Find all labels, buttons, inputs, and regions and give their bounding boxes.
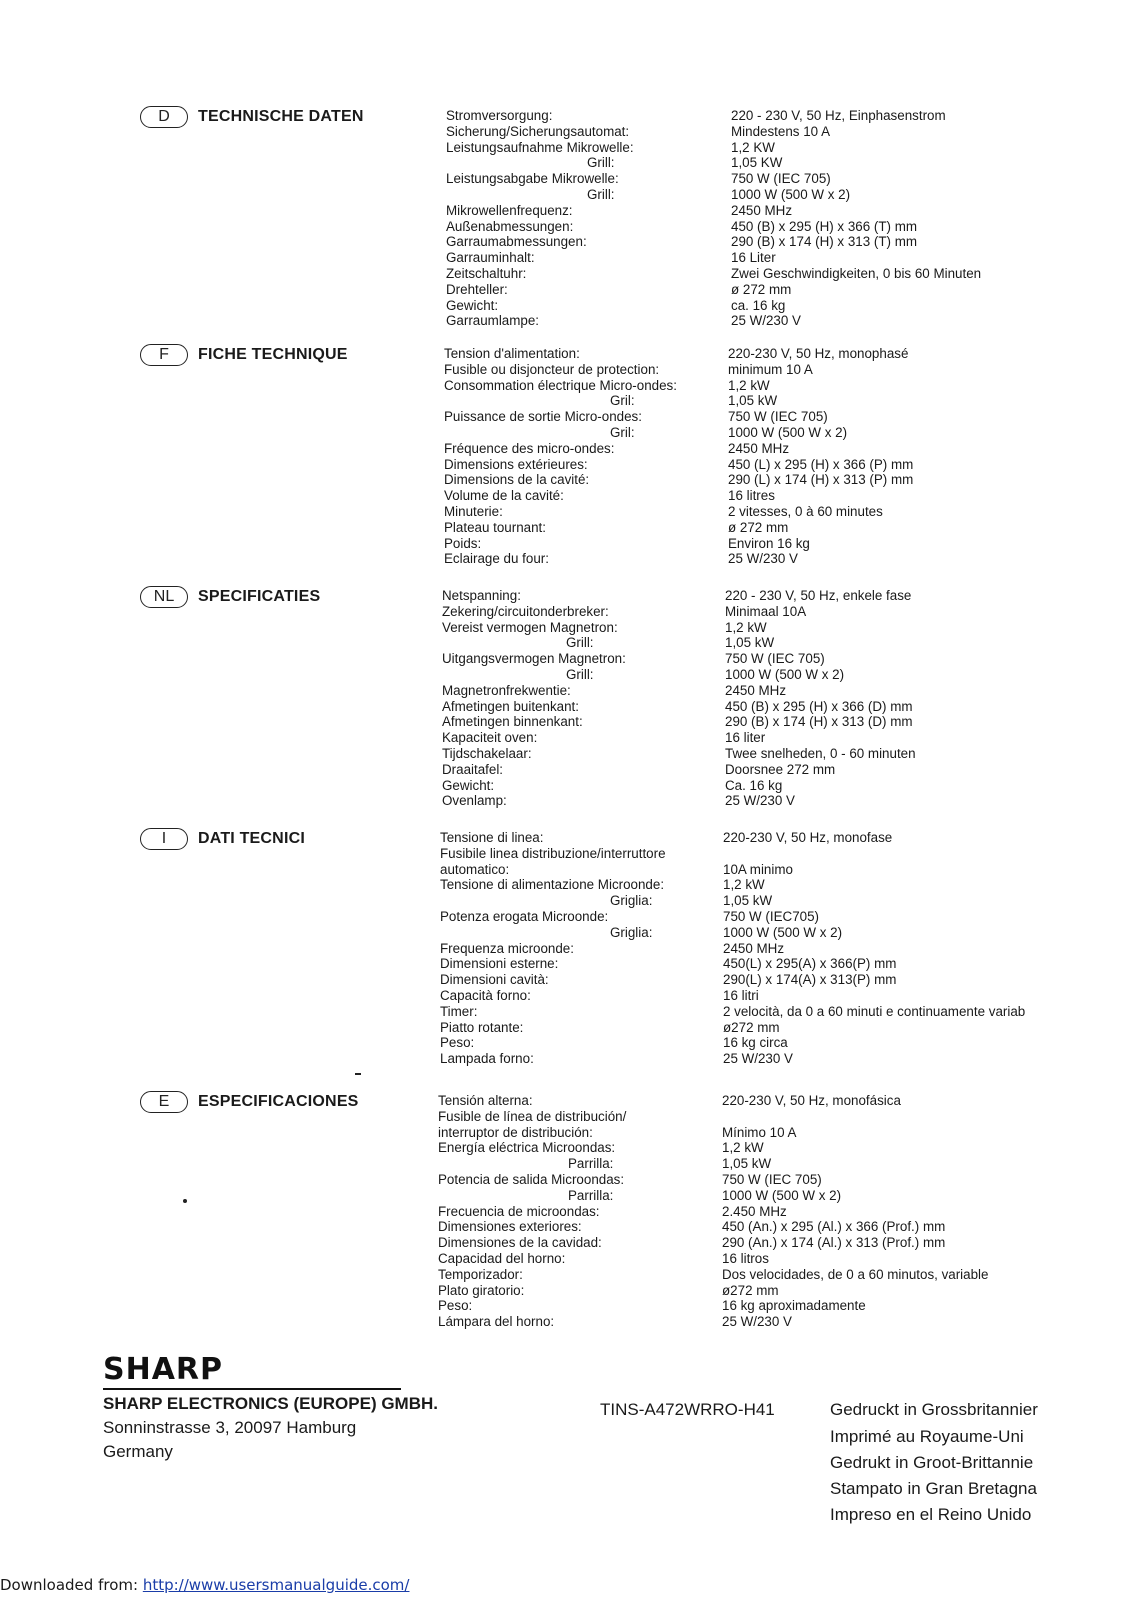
spec-value: 25 W/230 V xyxy=(722,1314,792,1330)
spec-value: 16 liter xyxy=(725,730,766,746)
sharp-logo: SHARP xyxy=(103,1352,224,1387)
spec-value: 290(L) x 174(A) x 313(P) mm xyxy=(723,972,897,988)
language-badge: F xyxy=(140,344,188,366)
spec-value: 2450 MHz xyxy=(731,202,793,218)
spec-row xyxy=(0,504,1125,520)
spec-row xyxy=(0,362,1125,378)
download-footer xyxy=(0,1576,409,1594)
spec-value: 290 (B) x 174 (H) x 313 (T) mm xyxy=(731,234,918,250)
spec-row xyxy=(0,1004,1125,1020)
spec-value: 450 (B) x 295 (H) x 366 (T) mm xyxy=(731,218,918,234)
spec-label: Fusibile linea distribuzione/interruttore xyxy=(440,845,666,861)
spec-value: 1,05 kW xyxy=(723,893,773,909)
spec-value: 16 kg circa xyxy=(723,1035,788,1051)
spec-label: Gewicht: xyxy=(442,777,495,793)
printed-in-it: Stampato in Gran Bretagna xyxy=(830,1479,1037,1498)
spec-value: Minimaal 10A xyxy=(725,603,807,619)
spec-label: automatico: xyxy=(440,861,510,877)
spec-value: 1,2 kW xyxy=(725,619,767,635)
spec-label: Poids: xyxy=(444,535,482,551)
spec-row xyxy=(0,1298,1125,1314)
spec-row xyxy=(0,298,1125,314)
spec-row xyxy=(0,988,1125,1004)
spec-row xyxy=(0,346,1125,362)
spec-row xyxy=(0,941,1125,957)
spec-value: 2 velocità, da 0 a 60 minuti e continuamente variab xyxy=(723,1003,1026,1019)
spec-row xyxy=(0,746,1125,762)
spec-label: Capacidad del horno: xyxy=(438,1250,566,1266)
spec-row xyxy=(0,793,1125,809)
spec-label: Leistungsaufnahme Mikrowelle: xyxy=(446,139,634,155)
spec-value: ca. 16 kg xyxy=(731,297,786,313)
spec-value: 450 (L) x 295 (H) x 366 (P) mm xyxy=(728,456,914,472)
spec-label: Grill: xyxy=(566,635,594,651)
spec-value: 750 W (IEC 705) xyxy=(725,651,825,667)
spec-row xyxy=(0,378,1125,394)
spec-row xyxy=(0,1283,1125,1299)
spec-row xyxy=(0,520,1125,536)
spec-label: Tensione di linea: xyxy=(440,830,544,845)
spec-value: 1,05 kW xyxy=(722,1156,772,1172)
spec-label: Zekering/circuitonderbreker: xyxy=(442,603,609,619)
spec-label: Fréquence des micro-ondes: xyxy=(444,440,615,456)
spec-value: Twee snelheden, 0 - 60 minuten xyxy=(725,745,916,761)
spec-row xyxy=(0,187,1125,203)
spec-value: 1,05 kW xyxy=(728,393,778,409)
spec-row xyxy=(0,266,1125,282)
spec-value: 750 W (IEC 705) xyxy=(731,171,831,187)
section-title: TECHNISCHE DATEN xyxy=(198,108,364,125)
spec-label: Netspanning: xyxy=(442,588,521,603)
spec-value: 1000 W (500 W x 2) xyxy=(725,666,845,682)
spec-value: 220 - 230 V, 50 Hz, enkele fase xyxy=(725,588,912,603)
spec-value: 220-230 V, 50 Hz, monofase xyxy=(723,830,893,845)
spec-row xyxy=(0,1140,1125,1156)
spec-row xyxy=(0,877,1125,893)
spec-row xyxy=(0,762,1125,778)
language-badge: D xyxy=(140,106,188,128)
spec-value: 450 (B) x 295 (H) x 366 (D) mm xyxy=(725,698,913,714)
spec-value: 450(L) x 295(A) x 366(P) mm xyxy=(723,956,897,972)
spec-row xyxy=(0,925,1125,941)
spec-row xyxy=(0,282,1125,298)
spec-row xyxy=(0,124,1125,140)
spec-row xyxy=(0,635,1125,651)
spec-label: Fusible de línea de distribución/ xyxy=(438,1108,627,1124)
address-line: Sonninstrasse 3, 20097 Hamburg xyxy=(103,1418,357,1437)
logo-underline xyxy=(103,1388,401,1390)
stray-mark xyxy=(355,1073,361,1075)
spec-label: Eclairage du four: xyxy=(444,551,549,567)
spec-label: Plateau tournant: xyxy=(444,519,546,535)
spec-label: Gewicht: xyxy=(446,297,499,313)
spec-row xyxy=(0,409,1125,425)
spec-value: 290 (L) x 174 (H) x 313 (P) mm xyxy=(728,472,914,488)
section-title: ESPECIFICACIONES xyxy=(198,1093,359,1110)
spec-label: Potenza erogata Microonde: xyxy=(440,908,609,924)
spec-row xyxy=(0,651,1125,667)
spec-value: 450 (An.) x 295 (Al.) x 366 (Prof.) mm xyxy=(722,1219,946,1235)
spec-row xyxy=(0,441,1125,457)
spec-label: Parrilla: xyxy=(568,1187,614,1203)
spec-label: Lampada forno: xyxy=(440,1051,534,1067)
spec-label: Frequenza microonde: xyxy=(440,940,574,956)
spec-value: 2.450 MHz xyxy=(722,1203,787,1219)
spec-row xyxy=(0,972,1125,988)
spec-value: minimum 10 A xyxy=(728,361,813,377)
spec-label: Piatto rotante: xyxy=(440,1019,524,1035)
spec-label: interruptor de distribución: xyxy=(438,1124,593,1140)
spec-label: Energía eléctrica Microondas: xyxy=(438,1140,616,1156)
spec-label: Dimensions de la cavité: xyxy=(444,472,590,488)
spec-label: Peso: xyxy=(440,1035,475,1051)
spec-value: 220-230 V, 50 Hz, monophasé xyxy=(728,346,909,361)
spec-label: Magnetronfrekwentie: xyxy=(442,682,571,698)
spec-value: 25 W/230 V xyxy=(728,551,798,567)
section-title: SPECIFICATIES xyxy=(198,588,321,605)
spec-row xyxy=(0,893,1125,909)
spec-row xyxy=(0,1188,1125,1204)
spec-row xyxy=(0,778,1125,794)
spec-label: Dimensioni cavità: xyxy=(440,972,549,988)
spec-label: Dimensiones de la cavidad: xyxy=(438,1235,602,1251)
spec-value: 750 W (IEC705) xyxy=(723,908,820,924)
spec-label: Tensión alterna: xyxy=(438,1093,533,1108)
spec-row xyxy=(0,140,1125,156)
spec-label: Garrauminhalt: xyxy=(446,250,535,266)
spec-value: 2450 MHz xyxy=(725,682,787,698)
spec-row xyxy=(0,714,1125,730)
spec-row xyxy=(0,425,1125,441)
spec-list xyxy=(0,588,1125,809)
spec-label: Garraumlampe: xyxy=(446,313,540,329)
spec-value: Doorsnee 272 mm xyxy=(725,761,836,777)
language-badge: E xyxy=(140,1091,188,1113)
spec-row xyxy=(0,1125,1125,1141)
spec-row xyxy=(0,393,1125,409)
spec-label: Tensione di alimentazione Microonde: xyxy=(440,877,665,893)
spec-label: Tijdschakelaar: xyxy=(442,745,532,761)
spec-row xyxy=(0,667,1125,683)
spec-row xyxy=(0,457,1125,473)
spec-list xyxy=(0,346,1125,567)
spec-row xyxy=(0,203,1125,219)
spec-row xyxy=(0,730,1125,746)
spec-row xyxy=(0,155,1125,171)
spec-label: Puissance de sortie Micro-ondes: xyxy=(444,409,642,425)
spec-list xyxy=(0,830,1125,1067)
spec-value: 2450 MHz xyxy=(728,440,790,456)
spec-row xyxy=(0,683,1125,699)
spec-row xyxy=(0,234,1125,250)
spec-label: Ovenlamp: xyxy=(442,793,507,809)
spec-row xyxy=(0,1109,1125,1125)
section-title: FICHE TECHNIQUE xyxy=(198,346,348,363)
spec-label: Grill: xyxy=(587,155,615,171)
spec-label: Timer: xyxy=(440,1003,478,1019)
spec-value: 16 kg aproximadamente xyxy=(722,1298,866,1314)
spec-value: 16 litres xyxy=(728,488,775,504)
spec-row xyxy=(0,488,1125,504)
spec-list xyxy=(0,108,1125,329)
spec-value: Ca. 16 kg xyxy=(725,777,783,793)
spec-row xyxy=(0,536,1125,552)
spec-value: Zwei Geschwindigkeiten, 0 bis 60 Minuten xyxy=(731,265,982,281)
spec-value: 1000 W (500 W x 2) xyxy=(723,924,843,940)
spec-label: Afmetingen binnenkant: xyxy=(442,714,583,730)
spec-value: 220 - 230 V, 50 Hz, Einphasenstrom xyxy=(731,108,946,123)
spec-label: Leistungsabgabe Mikrowelle: xyxy=(446,171,619,187)
spec-label: Garraumabmessungen: xyxy=(446,234,587,250)
download-prefix: Downloaded from: xyxy=(0,1576,143,1594)
spec-value: 1,2 KW xyxy=(731,139,775,155)
printed-in-de: Gedruckt in Grossbritannier xyxy=(830,1400,1038,1419)
spec-value: ø272 mm xyxy=(723,1019,780,1035)
spec-row xyxy=(0,1172,1125,1188)
spec-row xyxy=(0,108,1125,124)
spec-value: Mínimo 10 A xyxy=(722,1124,797,1140)
spec-label: Plato giratorio: xyxy=(438,1282,525,1298)
spec-value: 16 litros xyxy=(722,1250,769,1266)
spec-row xyxy=(0,909,1125,925)
spec-label: Dimensiones exteriores: xyxy=(438,1219,582,1235)
spec-row xyxy=(0,472,1125,488)
spec-value: 1000 W (500 W x 2) xyxy=(731,186,851,202)
spec-label: Tension d'alimentation: xyxy=(444,346,580,361)
spec-label: Vereist vermogen Magnetron: xyxy=(442,619,618,635)
spec-label: Uitgangsvermogen Magnetron: xyxy=(442,651,626,667)
spec-label: Grill: xyxy=(566,666,594,682)
spec-value: ø 272 mm xyxy=(728,519,789,535)
spec-value: 2450 MHz xyxy=(723,940,785,956)
spec-label: Sicherung/Sicherungsautomat: xyxy=(446,123,630,139)
spec-label: Peso: xyxy=(438,1298,473,1314)
spec-row xyxy=(0,219,1125,235)
spec-value: 750 W (IEC 705) xyxy=(722,1171,822,1187)
spec-label: Draaitafel: xyxy=(442,761,504,777)
spec-row xyxy=(0,1204,1125,1220)
spec-row xyxy=(0,1314,1125,1330)
spec-value: 25 W/230 V xyxy=(731,313,801,329)
spec-label: Dimensioni esterne: xyxy=(440,956,559,972)
spec-label: Gril: xyxy=(610,424,635,440)
spec-value: 1,2 kW xyxy=(723,877,765,893)
spec-label: Grill: xyxy=(587,186,615,202)
spec-value: 290 (B) x 174 (H) x 313 (D) mm xyxy=(725,714,913,730)
download-link[interactable]: http://www.usersmanualguide.com/ xyxy=(142,1576,410,1594)
spec-value: 16 litri xyxy=(723,987,759,1003)
spec-label: Drehteller: xyxy=(446,281,508,297)
spec-row xyxy=(0,551,1125,567)
spec-row xyxy=(0,862,1125,878)
spec-row xyxy=(0,1035,1125,1051)
address-country: Germany xyxy=(103,1442,173,1461)
spec-row xyxy=(0,250,1125,266)
spec-row xyxy=(0,1235,1125,1251)
section-title: DATI TECNICI xyxy=(198,830,305,847)
spec-row xyxy=(0,588,1125,604)
spec-value: Mindestens 10 A xyxy=(731,123,831,139)
spec-label: Frecuencia de microondas: xyxy=(438,1203,600,1219)
spec-row xyxy=(0,1251,1125,1267)
printed-in-es: Impreso en el Reino Unido xyxy=(830,1505,1032,1524)
spec-row xyxy=(0,1219,1125,1235)
spec-row xyxy=(0,313,1125,329)
spec-label: Gril: xyxy=(610,393,635,409)
spec-row xyxy=(0,604,1125,620)
document-code: TINS-A472WRRO-H41 xyxy=(600,1400,775,1419)
spec-label: Consommation électrique Micro-ondes: xyxy=(444,377,677,393)
spec-value: 10A minimo xyxy=(723,861,793,877)
spec-list xyxy=(0,1093,1125,1330)
spec-label: Parrilla: xyxy=(568,1156,614,1172)
spec-row xyxy=(0,1051,1125,1067)
spec-label: Dimensions extérieures: xyxy=(444,456,588,472)
spec-row xyxy=(0,1156,1125,1172)
stray-mark xyxy=(183,1199,187,1203)
spec-row xyxy=(0,830,1125,846)
spec-value: 25 W/230 V xyxy=(723,1051,793,1067)
spec-label: Griglia: xyxy=(610,924,653,940)
spec-label: Minuterie: xyxy=(444,503,503,519)
spec-row xyxy=(0,1020,1125,1036)
spec-label: Temporizador: xyxy=(438,1266,523,1282)
spec-value: ø 272 mm xyxy=(731,281,792,297)
spec-value: Environ 16 kg xyxy=(728,535,810,551)
spec-label: Fusible ou disjoncteur de protection: xyxy=(444,361,660,377)
spec-label: Zeitschaltuhr: xyxy=(446,265,527,281)
spec-value: 25 W/230 V xyxy=(725,793,795,809)
spec-row xyxy=(0,171,1125,187)
spec-row xyxy=(0,699,1125,715)
spec-value: 2 vitesses, 0 à 60 minutes xyxy=(728,503,883,519)
spec-label: Lámpara del horno: xyxy=(438,1314,555,1330)
spec-label: Außenabmessungen: xyxy=(446,218,574,234)
spec-label: Kapaciteit oven: xyxy=(442,730,538,746)
spec-value: 1,05 kW xyxy=(725,635,775,651)
spec-row xyxy=(0,1267,1125,1283)
spec-row xyxy=(0,846,1125,862)
printed-in-fr: Imprimé au Royaume-Uni xyxy=(830,1427,1024,1446)
company-name: SHARP ELECTRONICS (EUROPE) GMBH. xyxy=(103,1394,438,1413)
spec-label: Potencia de salida Microondas: xyxy=(438,1171,625,1187)
language-badge: I xyxy=(140,828,188,850)
spec-value: 16 Liter xyxy=(731,250,776,266)
spec-label: Volume de la cavité: xyxy=(444,488,564,504)
spec-value: ø272 mm xyxy=(722,1282,779,1298)
spec-label: Capacità forno: xyxy=(440,987,531,1003)
spec-value: Dos velocidades, de 0 a 60 minutos, variable xyxy=(722,1266,989,1282)
spec-value: 1000 W (500 W x 2) xyxy=(722,1187,842,1203)
spec-label: Mikrowellenfrequenz: xyxy=(446,202,573,218)
spec-value: 1,05 KW xyxy=(731,155,783,171)
spec-value: 290 (An.) x 174 (Al.) x 313 (Prof.) mm xyxy=(722,1235,946,1251)
spec-value: 220-230 V, 50 Hz, monofásica xyxy=(722,1093,901,1108)
spec-value: 750 W (IEC 705) xyxy=(728,409,828,425)
spec-row xyxy=(0,956,1125,972)
spec-value: 1,2 kW xyxy=(728,377,770,393)
spec-row xyxy=(0,1093,1125,1109)
spec-value: 1000 W (500 W x 2) xyxy=(728,424,848,440)
spec-label: Stromversorgung: xyxy=(446,108,553,123)
language-badge: NL xyxy=(140,586,188,608)
spec-label: Afmetingen buitenkant: xyxy=(442,698,579,714)
spec-row xyxy=(0,620,1125,636)
printed-in-nl: Gedrukt in Groot-Brittannie xyxy=(830,1453,1034,1472)
spec-label: Griglia: xyxy=(610,893,653,909)
spec-value: 1,2 kW xyxy=(722,1140,764,1156)
